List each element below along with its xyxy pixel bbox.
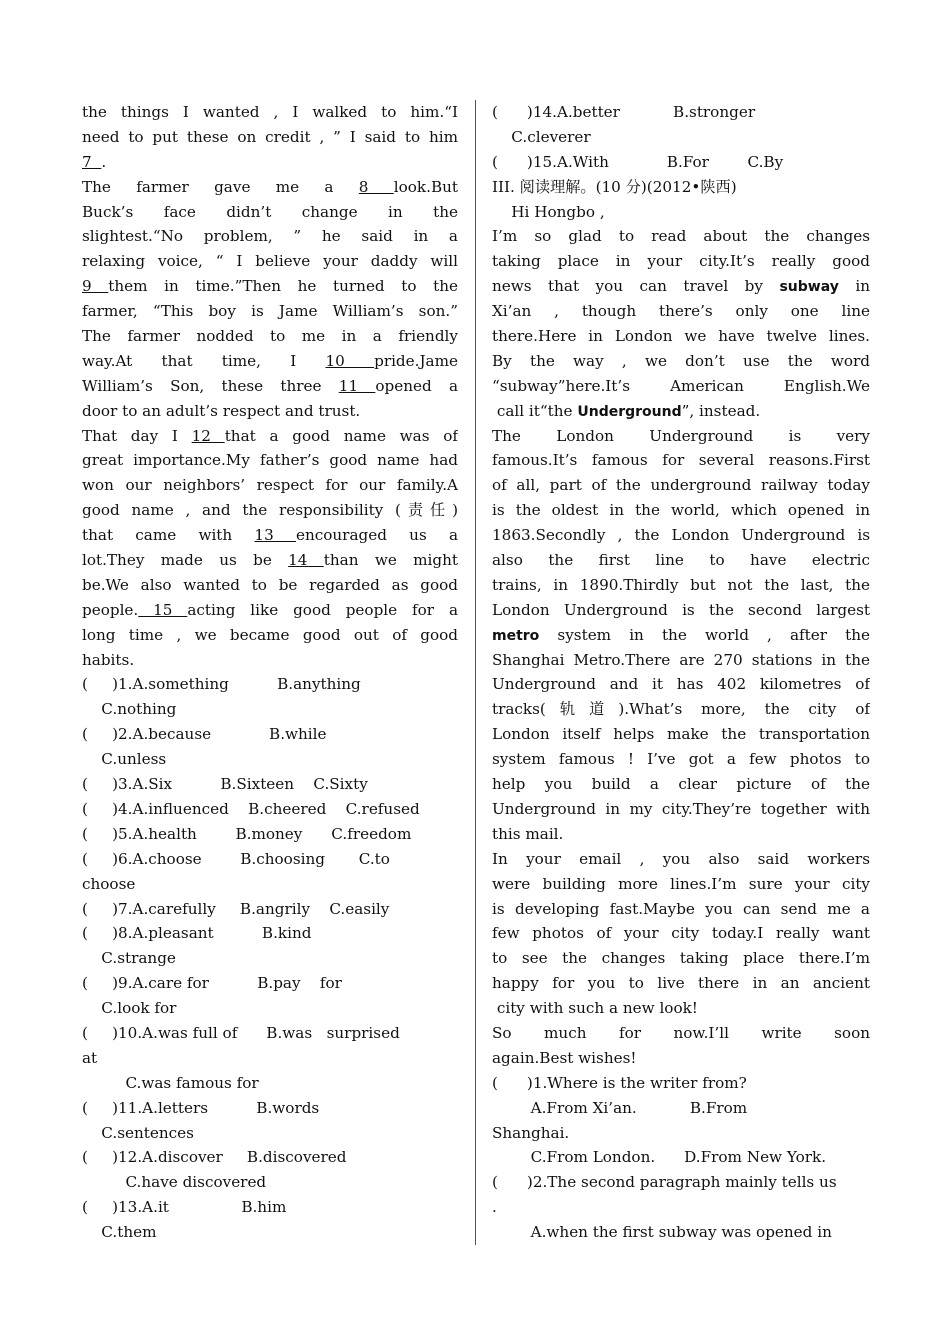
question-line: ( )7.A.carefully B.angrily C.easily [82, 899, 390, 918]
passage-line: be.We also wanted to be regarded as good [82, 575, 458, 594]
keyword-underground: Underground [577, 403, 682, 420]
blank-tail: opened a [375, 376, 458, 395]
letter-line: trains, in 1890.Thirdly but not the last, the [492, 575, 870, 594]
text: in [838, 277, 870, 296]
question-line: Shanghai. [492, 1123, 570, 1142]
text: lot.They made us be [82, 551, 289, 570]
question-line: at [82, 1048, 98, 1067]
letter-line [492, 623, 870, 648]
letter-line: help you build a clear picture of the [492, 775, 870, 794]
letter-line: London itself helps make the transportation [492, 725, 870, 744]
letter-line: I’m so glad to read about the changes [492, 227, 870, 246]
letter-line: “subway”here.It’s American English.We [492, 376, 870, 395]
blank-15[interactable]: 15 [138, 600, 188, 619]
question-line: ( )13.A.it B.him [82, 1198, 287, 1217]
letter-line [492, 399, 870, 424]
blank-11[interactable]: 11 [338, 376, 376, 395]
blank-13[interactable]: 13 [254, 526, 296, 545]
blank-7[interactable]: 7 [82, 152, 102, 171]
blank-12[interactable]: 12 [191, 426, 225, 445]
blank-tail: acting like good people for a [187, 600, 458, 619]
letter-line: famous.It’s famous for several reasons.First [492, 451, 870, 470]
letter-line: tracks(轨道).What’s more, the city of [492, 700, 870, 719]
passage-line: the things I wanted , I walked to him.“I [82, 103, 458, 121]
blank-10[interactable]: 10 [325, 351, 375, 370]
question-line: ( )5.A.health B.money C.freedom [82, 824, 412, 843]
text: system in the world , after the [539, 625, 870, 644]
section-title: III. 阅读理解。(10 分)(2012•陕西) [492, 177, 737, 196]
passage-line [82, 274, 458, 299]
question-line: C.strange [82, 949, 176, 968]
letter-line: The London Underground is very [492, 426, 870, 445]
blank-tail: . [101, 152, 107, 171]
question-line: ( )4.A.influenced B.cheered C.refused [82, 799, 420, 818]
blank-tail: pride.Jame [374, 351, 458, 370]
question-line: ( )6.A.choose B.choosing C.to [82, 849, 390, 868]
text: ”, instead. [681, 401, 761, 420]
letter-line: So much for now.I’ll write soon [492, 1023, 870, 1042]
passage-line: good name , and the responsibility (责任) [82, 501, 458, 520]
passage-line: The farmer nodded to me in a friendly [82, 327, 458, 346]
question-line: C.cleverer [492, 127, 591, 146]
left-column [82, 100, 458, 1245]
passage-line [82, 424, 458, 449]
question-line: ( )2.A.because B.while [82, 725, 327, 744]
passage-line: door to an adult’s respect and trust. [82, 401, 361, 420]
blank-14[interactable]: 14 [288, 551, 324, 570]
question-line: C.was famous for [82, 1073, 259, 1092]
passage-line [82, 523, 458, 548]
letter-line: there.Here in London we have twelve lines. [492, 327, 870, 346]
question-line: ( )1.Where is the writer from? [492, 1073, 747, 1092]
passage-line: need to put these on credit , ” I said to him [82, 127, 458, 146]
greeting: Hi Hongbo , [492, 202, 605, 221]
letter-line: to see the changes taking place there.I’m [492, 949, 870, 968]
letter-line: city with such a new look! [492, 999, 698, 1018]
blank-tail: than we might [323, 551, 458, 570]
question-line: C.look for [82, 999, 177, 1018]
letter-line: of all, part of the underground railway today [492, 476, 870, 495]
letter-line: Xi’an , though there’s only one line [492, 302, 870, 321]
question-line: ( )2.The second paragraph mainly tells us [492, 1173, 837, 1192]
passage-line [82, 598, 458, 623]
passage-line: habits. [82, 650, 135, 669]
blank-tail: them in time.”Then he turned to the [108, 277, 458, 296]
question-line: ( )1.A.something B.anything [82, 675, 361, 694]
letter-line: few photos of your city today.I really want [492, 924, 870, 943]
passage-line [82, 175, 458, 200]
blank-9[interactable]: 9 [82, 277, 109, 296]
letter-line: were building more lines.I’m sure your city [492, 874, 870, 893]
text: people. [82, 600, 139, 619]
passage-line [82, 548, 458, 573]
question-line: C.nothing [82, 700, 177, 719]
question-line: ( )10.A.was full of B.was surprised [82, 1023, 400, 1042]
letter-line: In your email , you also said workers [492, 849, 870, 868]
letter-line: Shanghai Metro.There are 270 stations in the [492, 650, 870, 669]
question-line: C.them [82, 1223, 157, 1242]
passage-line: long time , we became good out of good [82, 625, 458, 644]
letter-line: taking place in your city.It’s really good [492, 252, 870, 271]
passage-line: Buck’s face didn’t change in the [82, 202, 458, 221]
blank-8[interactable]: 8 [358, 177, 394, 196]
question-line: ( )15.A.With B.For C.By [492, 152, 784, 171]
question-line: ( )3.A.Six B.Sixteen C.Sixty [82, 775, 368, 794]
passage-line [82, 150, 458, 175]
letter-line [492, 274, 870, 299]
letter-line: system famous ! I’ve got a few photos to [492, 750, 870, 769]
letter-line: happy for you to live there in an ancient [492, 974, 870, 993]
blank-tail: encouraged us a [295, 526, 458, 545]
passage-line: slightest.“No problem, ” he said in a [82, 227, 458, 246]
letter-line: London Underground is the second largest [492, 600, 870, 619]
letter-line: is the oldest in the world, which opened in [492, 501, 870, 520]
question-line: ( )11.A.letters B.words [82, 1098, 320, 1117]
column-divider [475, 100, 476, 1245]
text: That day I [82, 426, 192, 445]
question-line: ( )9.A.care for B.pay for [82, 974, 342, 993]
text: call it“the [492, 401, 578, 420]
text: news that you can travel by [492, 277, 780, 296]
question-line: choose [82, 874, 136, 893]
letter-line: this mail. [492, 824, 564, 843]
letter-line: Underground and it has 402 kilometres of [492, 675, 870, 694]
keyword-subway: subway [779, 279, 839, 296]
letter-line: is developing fast.Maybe you can send me a [492, 899, 870, 918]
passage-line: won our neighbors’ respect for our family.A [82, 476, 458, 495]
text: William’s Son, these three [82, 376, 339, 395]
keyword-metro: metro [492, 627, 540, 644]
question-line: ( )8.A.pleasant B.kind [82, 924, 312, 943]
text: The farmer gave me a [82, 177, 359, 196]
question-line: A.when the first subway was opened in [492, 1223, 832, 1242]
question-line: C.have discovered [82, 1173, 267, 1192]
letter-line: also the first line to have electric [492, 551, 870, 570]
question-line: ( )12.A.discover B.discovered [82, 1148, 347, 1167]
question-line: C.unless [82, 750, 167, 769]
passage-line: farmer, “This boy is Jame William’s son.” [82, 302, 458, 321]
right-column [492, 100, 870, 1245]
letter-line: By the way , we don’t use the word [492, 351, 870, 370]
question-line: C.sentences [82, 1123, 194, 1142]
question-line: ( )14.A.better B.stronger [492, 103, 756, 121]
passage-line [82, 374, 458, 399]
passage-line: relaxing voice, “ I believe your daddy will [82, 252, 458, 271]
question-line: C.From London. D.From New York. [492, 1148, 827, 1167]
letter-line: 1863.Secondly , the London Underground is [492, 526, 870, 545]
blank-tail: that a good name was of [224, 426, 458, 445]
passage-line: great importance.My father’s good name had [82, 451, 458, 470]
question-line: A.From Xi’an. B.From [492, 1098, 748, 1117]
blank-tail: look.But [393, 177, 458, 196]
letter-line: Underground in my city.They’re together with [492, 799, 870, 818]
text: that came with [82, 526, 255, 545]
letter-line: again.Best wishes! [492, 1048, 637, 1067]
question-line: . [492, 1198, 497, 1217]
passage-line [82, 349, 458, 374]
text: way.At that time, I [82, 351, 326, 370]
